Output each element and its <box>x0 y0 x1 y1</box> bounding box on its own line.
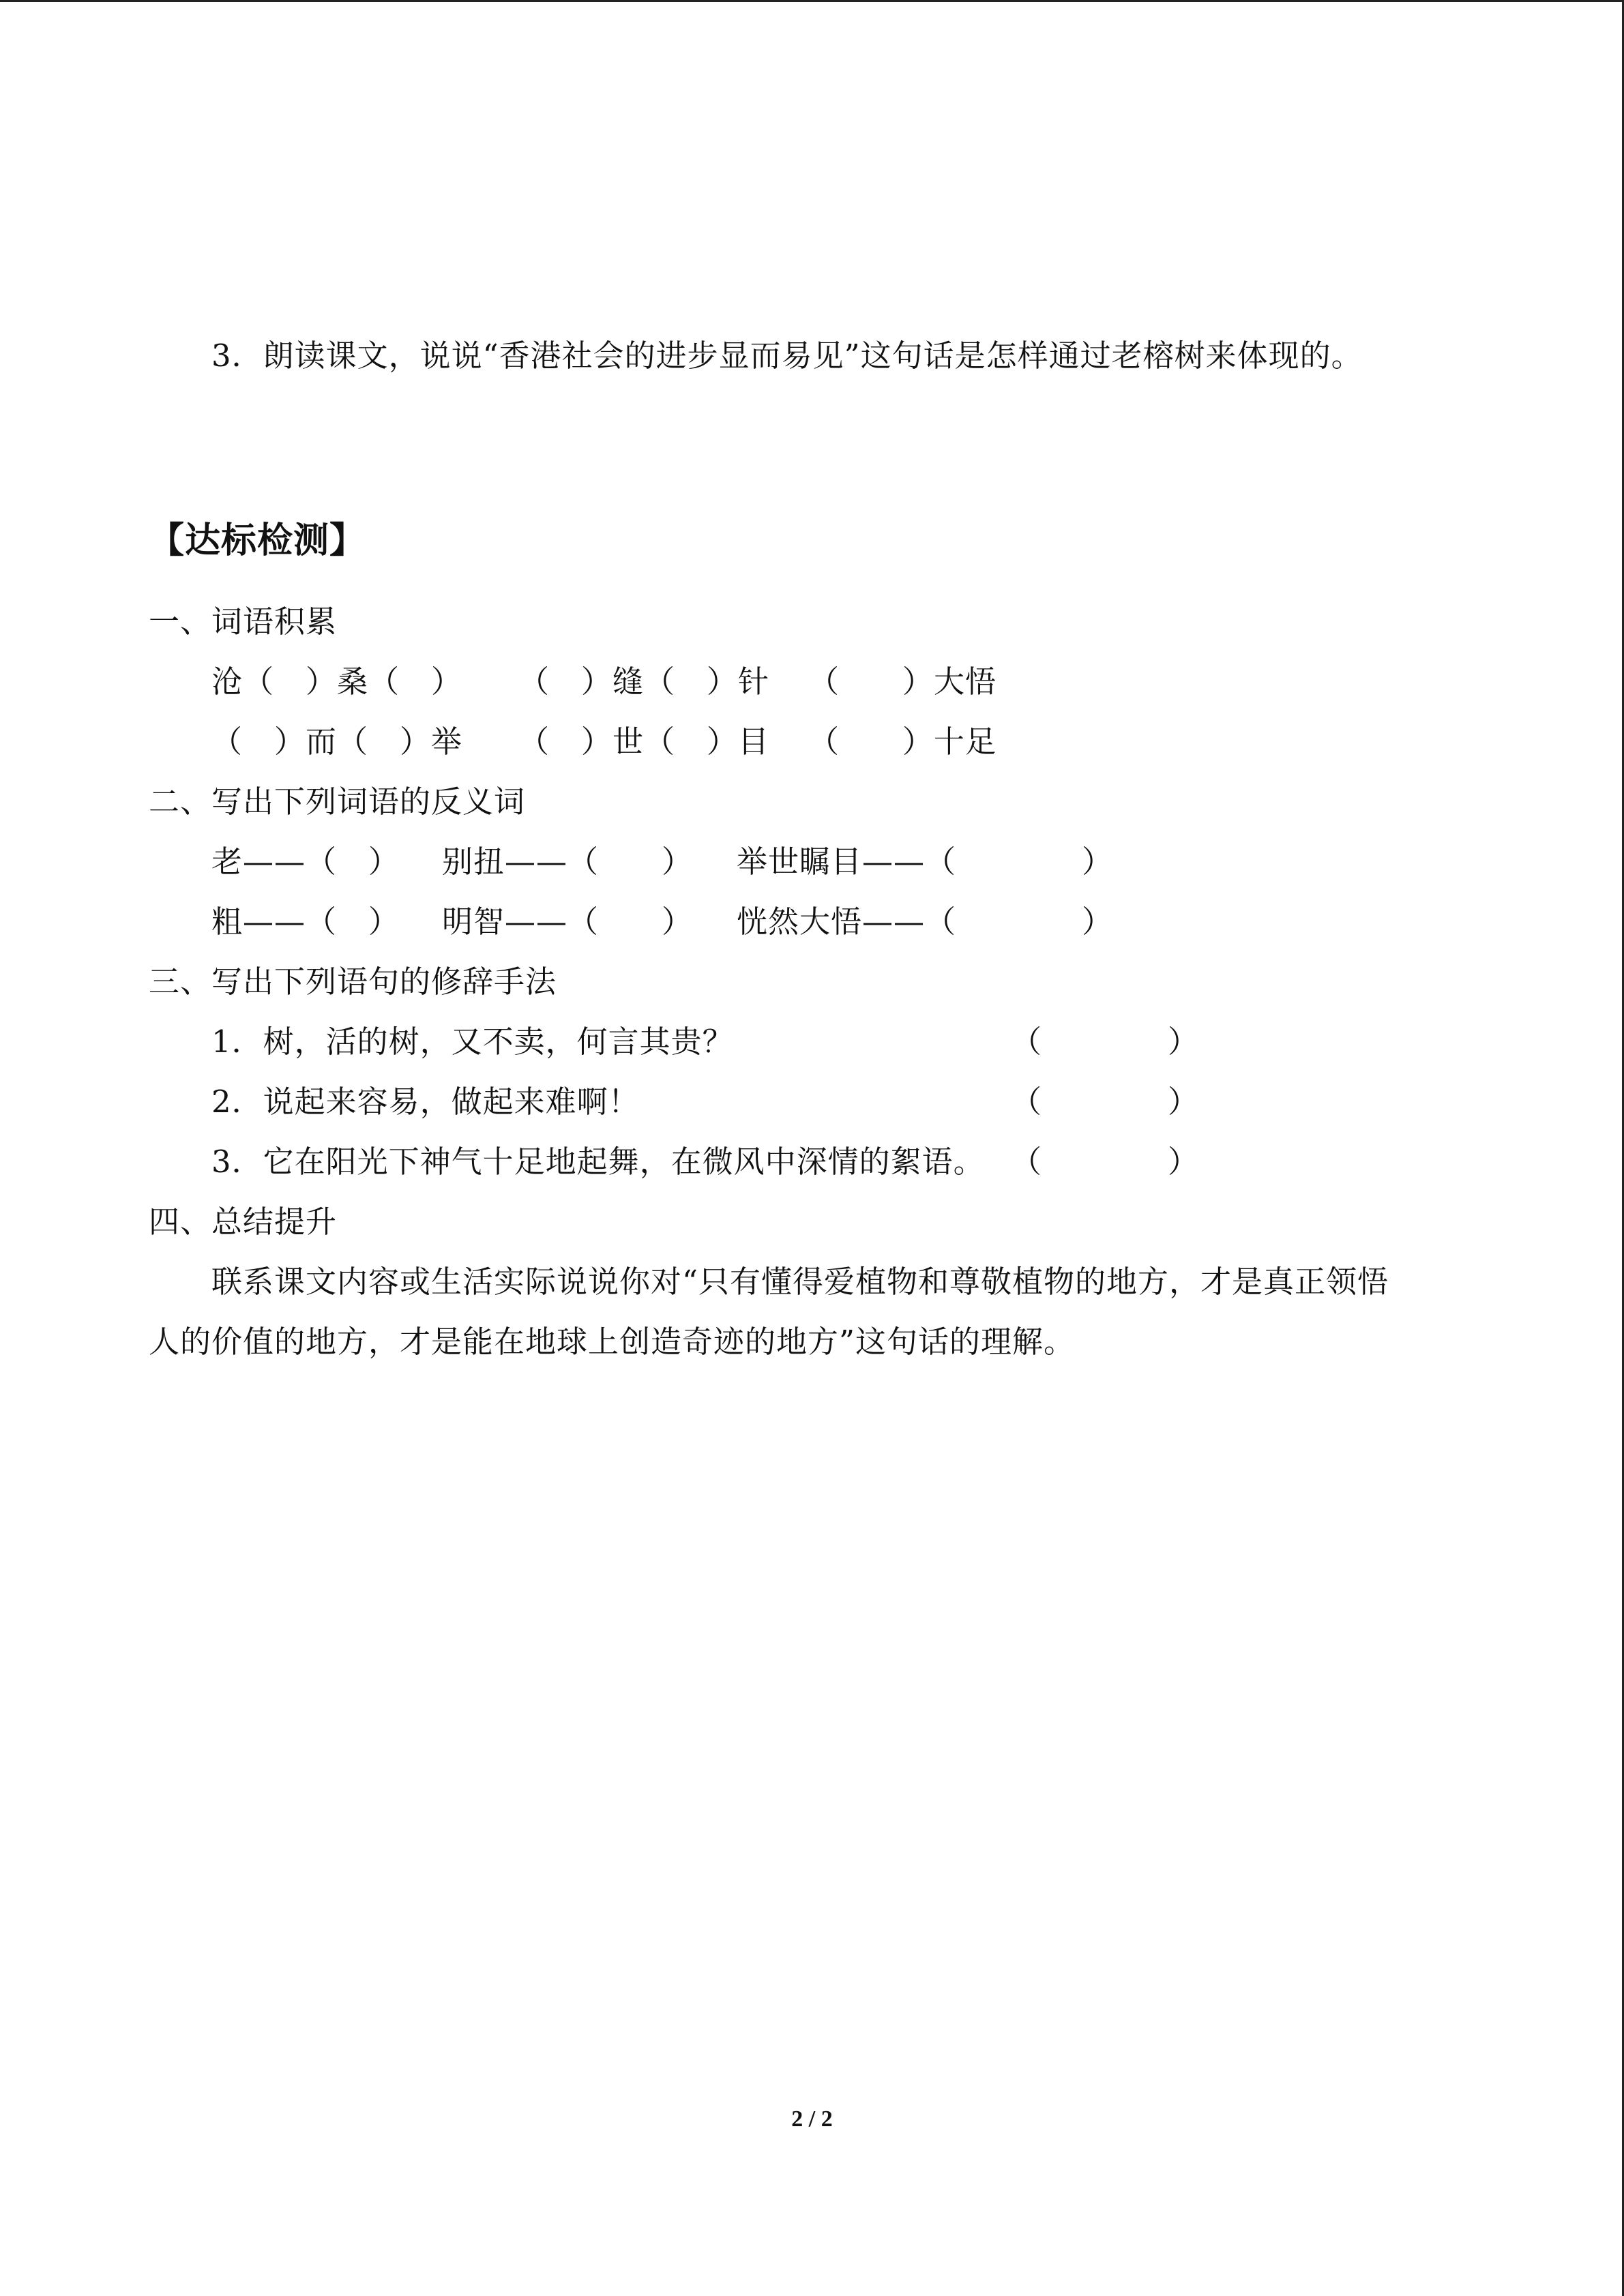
part2-row1-item2: 别扭——（ ） <box>442 844 694 880</box>
part1-row2-item1: （ ）而（ ）举 <box>211 724 463 760</box>
part2-row1-item3: 举世瞩目——（ ） <box>737 844 1114 880</box>
part3-answer-blank-3: （ ） <box>1011 1144 1200 1180</box>
part4-title: 四、总结提升 <box>149 1204 338 1240</box>
part2-row1-item1: 老——（ ） <box>211 844 400 880</box>
part2-row2-item3: 恍然大悟——（ ） <box>737 904 1114 940</box>
part4-paragraph-line-1: 联系课文内容或生活实际说说你对“只有懂得爱植物和尊敬植物的地方，才是真正领悟 <box>211 1264 1389 1300</box>
part3-answer-blank-2: （ ） <box>1011 1084 1200 1120</box>
part3-item-1: 1．树，活的树，又不卖，何言其贵？ <box>211 1024 734 1060</box>
part2-title: 二、写出下列词语的反义词 <box>149 784 526 820</box>
page-number: 2 / 2 <box>791 2106 833 2132</box>
part1-row1-item3: （ ）大悟 <box>808 664 997 700</box>
section-heading: 【达标检测】 <box>149 520 366 561</box>
part1-row1-item1: 沧（ ）桑（ ） <box>211 664 463 700</box>
part3-title: 三、写出下列语句的修辞手法 <box>149 964 557 1000</box>
part4-paragraph-line-2: 人的价值的地方，才是能在地球上创造奇迹的地方”这句话的理解。 <box>149 1324 1076 1360</box>
part2-row2-item1: 粗——（ ） <box>211 904 400 940</box>
part1-row1-item2: （ ）缝（ ）针 <box>518 664 770 700</box>
part1-title: 一、词语积累 <box>149 603 338 640</box>
part2-row2-item2: 明智——（ ） <box>442 904 694 940</box>
part3-item-3: 3．它在阳光下神气十足地起舞，在微风中深情的絮语。 <box>211 1144 985 1180</box>
part3-answer-blank-1: （ ） <box>1011 1024 1200 1060</box>
reading-question: 3．朗读课文，说说“香港社会的进步显而易见”这句话是怎样通过老榕树来体现的。 <box>211 338 1363 374</box>
part1-row2-item2: （ ）世（ ）目 <box>518 724 770 760</box>
part3-item-2: 2．说起来容易，做起来难啊！ <box>211 1084 640 1120</box>
part1-row2-item3: （ ）十足 <box>808 724 997 760</box>
